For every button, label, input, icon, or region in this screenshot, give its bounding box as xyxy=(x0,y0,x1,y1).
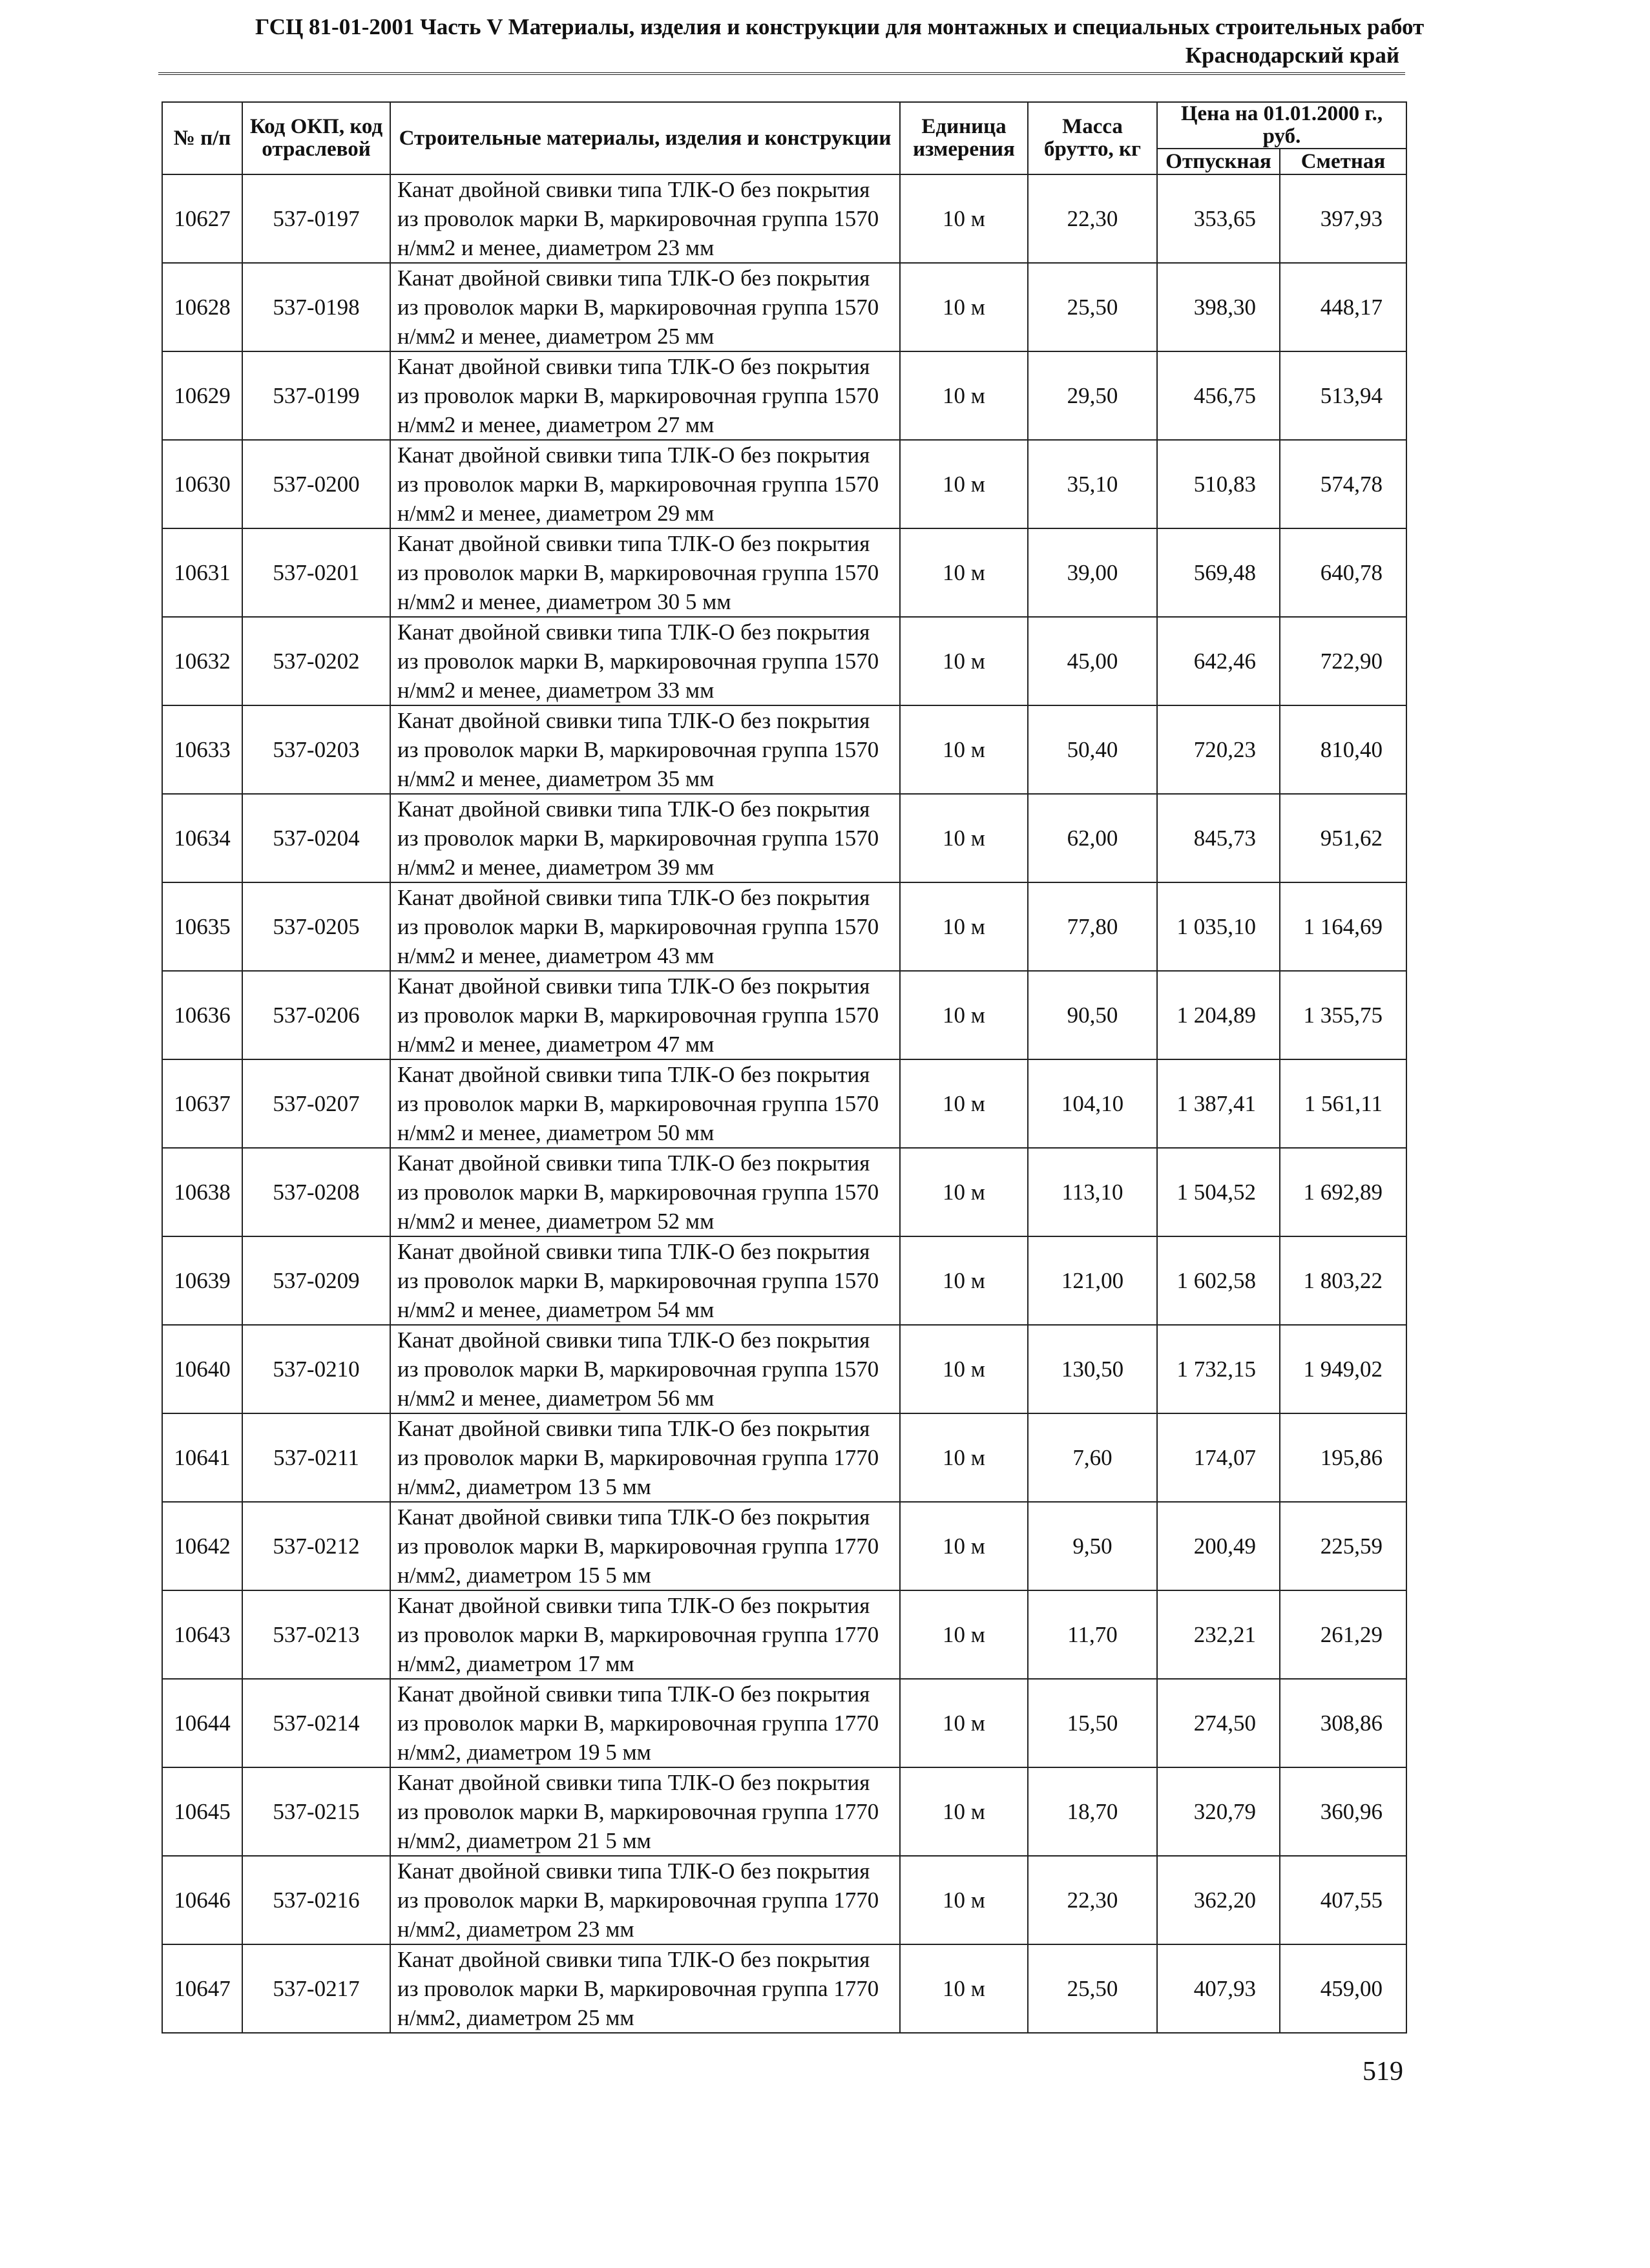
estimate-price: 448,17 xyxy=(1280,263,1406,351)
unit-of-measure: 10 м xyxy=(900,440,1028,528)
unit-of-measure: 10 м xyxy=(900,882,1028,971)
row-number: 10632 xyxy=(162,617,242,705)
row-number: 10641 xyxy=(162,1413,242,1502)
estimate-price: 1 355,75 xyxy=(1280,971,1406,1059)
table-row xyxy=(162,263,1406,351)
row-number: 10643 xyxy=(162,1590,242,1679)
release-price: 845,73 xyxy=(1157,794,1280,882)
table-row xyxy=(162,882,1406,971)
table-row xyxy=(162,174,1406,263)
unit-of-measure: 10 м xyxy=(900,971,1028,1059)
release-price: 1 504,52 xyxy=(1157,1148,1280,1236)
row-number: 10639 xyxy=(162,1236,242,1325)
material-name: Канат двойной свивки типа ТЛК-О без покрытия из проволок марки В, маркировочная группа 1570 н/мм2 и менее, диаметром 30 5 мм xyxy=(390,528,900,617)
unit-of-measure: 10 м xyxy=(900,263,1028,351)
estimate-price: 195,86 xyxy=(1280,1413,1406,1502)
column-header-price-group: Цена на 01.01.2000 г., руб. xyxy=(1157,102,1406,149)
row-number: 10637 xyxy=(162,1059,242,1148)
row-number: 10634 xyxy=(162,794,242,882)
row-number: 10633 xyxy=(162,705,242,794)
column-header-name: Строительные материалы, изделия и конструкции xyxy=(390,102,900,174)
gross-mass: 130,50 xyxy=(1028,1325,1157,1413)
table-row xyxy=(162,1944,1406,2033)
row-number: 10636 xyxy=(162,971,242,1059)
page-number: 519 xyxy=(1363,2057,1403,2086)
row-number: 10638 xyxy=(162,1148,242,1236)
release-price: 642,46 xyxy=(1157,617,1280,705)
okp-code: 537-0204 xyxy=(242,794,390,882)
estimate-price: 1 692,89 xyxy=(1280,1148,1406,1236)
okp-code: 537-0198 xyxy=(242,263,390,351)
material-name: Канат двойной свивки типа ТЛК-О без покрытия из проволок марки В, маркировочная группа 1570 н/мм2 и менее, диаметром 47 мм xyxy=(390,971,900,1059)
row-number: 10630 xyxy=(162,440,242,528)
release-price: 1 602,58 xyxy=(1157,1236,1280,1325)
unit-of-measure: 10 м xyxy=(900,351,1028,440)
okp-code: 537-0215 xyxy=(242,1767,390,1856)
material-name: Канат двойной свивки типа ТЛК-О без покрытия из проволок марки В, маркировочная группа 1570 н/мм2 и менее, диаметром 50 мм xyxy=(390,1059,900,1148)
estimate-price: 261,29 xyxy=(1280,1590,1406,1679)
estimate-price: 1 561,11 xyxy=(1280,1059,1406,1148)
table-row xyxy=(162,528,1406,617)
release-price: 353,65 xyxy=(1157,174,1280,263)
unit-of-measure: 10 м xyxy=(900,1767,1028,1856)
estimate-price: 574,78 xyxy=(1280,440,1406,528)
okp-code: 537-0213 xyxy=(242,1590,390,1679)
material-name: Канат двойной свивки типа ТЛК-О без покрытия из проволок марки В, маркировочная группа 1570 н/мм2 и менее, диаметром 25 мм xyxy=(390,263,900,351)
okp-code: 537-0214 xyxy=(242,1679,390,1767)
row-number: 10647 xyxy=(162,1944,242,2033)
release-price: 174,07 xyxy=(1157,1413,1280,1502)
okp-code: 537-0199 xyxy=(242,351,390,440)
column-header-unit: Единица измерения xyxy=(900,102,1028,174)
material-name: Канат двойной свивки типа ТЛК-О без покрытия из проволок марки В, маркировочная группа 1770 н/мм2, диаметром 15 5 мм xyxy=(390,1502,900,1590)
okp-code: 537-0202 xyxy=(242,617,390,705)
release-price: 1 204,89 xyxy=(1157,971,1280,1059)
gross-mass: 7,60 xyxy=(1028,1413,1157,1502)
gross-mass: 25,50 xyxy=(1028,263,1157,351)
row-number: 10644 xyxy=(162,1679,242,1767)
gross-mass: 104,10 xyxy=(1028,1059,1157,1148)
document-header-title: ГСЦ 81-01-2001 Часть V Материалы, изделия и конструкции для монтажных и специальных строительных работ xyxy=(255,14,1425,39)
estimate-price: 640,78 xyxy=(1280,528,1406,617)
release-price: 510,83 xyxy=(1157,440,1280,528)
okp-code: 537-0205 xyxy=(242,882,390,971)
okp-code: 537-0201 xyxy=(242,528,390,617)
okp-code: 537-0211 xyxy=(242,1413,390,1502)
gross-mass: 15,50 xyxy=(1028,1679,1157,1767)
gross-mass: 29,50 xyxy=(1028,351,1157,440)
gross-mass: 113,10 xyxy=(1028,1148,1157,1236)
gross-mass: 39,00 xyxy=(1028,528,1157,617)
table-row xyxy=(162,1856,1406,1944)
estimate-price: 1 803,22 xyxy=(1280,1236,1406,1325)
gross-mass: 90,50 xyxy=(1028,971,1157,1059)
estimate-price: 722,90 xyxy=(1280,617,1406,705)
material-name: Канат двойной свивки типа ТЛК-О без покрытия из проволок марки В, маркировочная группа 1570 н/мм2 и менее, диаметром 52 мм xyxy=(390,1148,900,1236)
estimate-price: 308,86 xyxy=(1280,1679,1406,1767)
estimate-price: 360,96 xyxy=(1280,1767,1406,1856)
estimate-price: 459,00 xyxy=(1280,1944,1406,2033)
estimate-price: 810,40 xyxy=(1280,705,1406,794)
material-name: Канат двойной свивки типа ТЛК-О без покрытия из проволок марки В, маркировочная группа 1570 н/мм2 и менее, диаметром 56 мм xyxy=(390,1325,900,1413)
material-name: Канат двойной свивки типа ТЛК-О без покрытия из проволок марки В, маркировочная группа 1570 н/мм2 и менее, диаметром 23 мм xyxy=(390,174,900,263)
release-price: 200,49 xyxy=(1157,1502,1280,1590)
okp-code: 537-0210 xyxy=(242,1325,390,1413)
table-body xyxy=(162,174,1406,2033)
gross-mass: 77,80 xyxy=(1028,882,1157,971)
release-price: 1 035,10 xyxy=(1157,882,1280,971)
row-number: 10628 xyxy=(162,263,242,351)
unit-of-measure: 10 м xyxy=(900,528,1028,617)
gross-mass: 9,50 xyxy=(1028,1502,1157,1590)
okp-code: 537-0217 xyxy=(242,1944,390,2033)
row-number: 10646 xyxy=(162,1856,242,1944)
table-row xyxy=(162,1236,1406,1325)
gross-mass: 50,40 xyxy=(1028,705,1157,794)
table-header xyxy=(162,102,1406,174)
okp-code: 537-0200 xyxy=(242,440,390,528)
material-name: Канат двойной свивки типа ТЛК-О без покрытия из проволок марки В, маркировочная группа 1570 н/мм2 и менее, диаметром 39 мм xyxy=(390,794,900,882)
gross-mass: 35,10 xyxy=(1028,440,1157,528)
gross-mass: 62,00 xyxy=(1028,794,1157,882)
row-number: 10629 xyxy=(162,351,242,440)
gross-mass: 22,30 xyxy=(1028,174,1157,263)
unit-of-measure: 10 м xyxy=(900,174,1028,263)
material-name: Канат двойной свивки типа ТЛК-О без покрытия из проволок марки В, маркировочная группа 1770 н/мм2, диаметром 21 5 мм xyxy=(390,1767,900,1856)
gross-mass: 121,00 xyxy=(1028,1236,1157,1325)
material-name: Канат двойной свивки типа ТЛК-О без покрытия из проволок марки В, маркировочная группа 1770 н/мм2, диаметром 23 мм xyxy=(390,1856,900,1944)
release-price: 398,30 xyxy=(1157,263,1280,351)
column-header-price-release: Отпускная xyxy=(1157,149,1280,174)
unit-of-measure: 10 м xyxy=(900,1944,1028,2033)
estimate-price: 513,94 xyxy=(1280,351,1406,440)
unit-of-measure: 10 м xyxy=(900,1059,1028,1148)
material-name: Канат двойной свивки типа ТЛК-О без покрытия из проволок марки В, маркировочная группа 1570 н/мм2 и менее, диаметром 35 мм xyxy=(390,705,900,794)
unit-of-measure: 10 м xyxy=(900,1413,1028,1502)
table-row xyxy=(162,617,1406,705)
estimate-price: 397,93 xyxy=(1280,174,1406,263)
release-price: 274,50 xyxy=(1157,1679,1280,1767)
table-row xyxy=(162,1590,1406,1679)
unit-of-measure: 10 м xyxy=(900,1502,1028,1590)
release-price: 1 732,15 xyxy=(1157,1325,1280,1413)
material-name: Канат двойной свивки типа ТЛК-О без покрытия из проволок марки В, маркировочная группа 1570 н/мм2 и менее, диаметром 43 мм xyxy=(390,882,900,971)
gross-mass: 45,00 xyxy=(1028,617,1157,705)
material-name: Канат двойной свивки типа ТЛК-О без покрытия из проволок марки В, маркировочная группа 1770 н/мм2, диаметром 25 мм xyxy=(390,1944,900,2033)
unit-of-measure: 10 м xyxy=(900,1679,1028,1767)
unit-of-measure: 10 м xyxy=(900,617,1028,705)
row-number: 10631 xyxy=(162,528,242,617)
table-row xyxy=(162,1767,1406,1856)
column-header-mass: Масса брутто, кг xyxy=(1028,102,1157,174)
row-number: 10645 xyxy=(162,1767,242,1856)
okp-code: 537-0208 xyxy=(242,1148,390,1236)
material-name: Канат двойной свивки типа ТЛК-О без покрытия из проволок марки В, маркировочная группа 1570 н/мм2 и менее, диаметром 27 мм xyxy=(390,351,900,440)
table-row xyxy=(162,1059,1406,1148)
document-header-region: Краснодарский край xyxy=(1185,43,1399,68)
row-number: 10642 xyxy=(162,1502,242,1590)
okp-code: 537-0207 xyxy=(242,1059,390,1148)
row-number: 10640 xyxy=(162,1325,242,1413)
okp-code: 537-0197 xyxy=(242,174,390,263)
estimate-price: 407,55 xyxy=(1280,1856,1406,1944)
table-row xyxy=(162,1502,1406,1590)
release-price: 720,23 xyxy=(1157,705,1280,794)
unit-of-measure: 10 м xyxy=(900,705,1028,794)
unit-of-measure: 10 м xyxy=(900,1856,1028,1944)
row-number: 10635 xyxy=(162,882,242,971)
table-row xyxy=(162,971,1406,1059)
material-name: Канат двойной свивки типа ТЛК-О без покрытия из проволок марки В, маркировочная группа 1570 н/мм2 и менее, диаметром 33 мм xyxy=(390,617,900,705)
release-price: 232,21 xyxy=(1157,1590,1280,1679)
release-price: 1 387,41 xyxy=(1157,1059,1280,1148)
unit-of-measure: 10 м xyxy=(900,794,1028,882)
estimate-price: 225,59 xyxy=(1280,1502,1406,1590)
unit-of-measure: 10 м xyxy=(900,1325,1028,1413)
estimate-price: 951,62 xyxy=(1280,794,1406,882)
table-row xyxy=(162,440,1406,528)
release-price: 320,79 xyxy=(1157,1767,1280,1856)
table-row xyxy=(162,1413,1406,1502)
okp-code: 537-0203 xyxy=(242,705,390,794)
table-row xyxy=(162,351,1406,440)
table-row xyxy=(162,794,1406,882)
unit-of-measure: 10 м xyxy=(900,1148,1028,1236)
table-row xyxy=(162,705,1406,794)
material-name: Канат двойной свивки типа ТЛК-О без покрытия из проволок марки В, маркировочная группа 1770 н/мм2, диаметром 13 5 мм xyxy=(390,1413,900,1502)
material-name: Канат двойной свивки типа ТЛК-О без покрытия из проволок марки В, маркировочная группа 1570 н/мм2 и менее, диаметром 54 мм xyxy=(390,1236,900,1325)
table-row xyxy=(162,1325,1406,1413)
okp-code: 537-0206 xyxy=(242,971,390,1059)
okp-code: 537-0209 xyxy=(242,1236,390,1325)
material-name: Канат двойной свивки типа ТЛК-О без покрытия из проволок марки В, маркировочная группа 1770 н/мм2, диаметром 17 мм xyxy=(390,1590,900,1679)
gross-mass: 25,50 xyxy=(1028,1944,1157,2033)
price-table xyxy=(162,101,1407,2034)
unit-of-measure: 10 м xyxy=(900,1236,1028,1325)
table-row xyxy=(162,1148,1406,1236)
release-price: 456,75 xyxy=(1157,351,1280,440)
gross-mass: 22,30 xyxy=(1028,1856,1157,1944)
okp-code: 537-0216 xyxy=(242,1856,390,1944)
material-name: Канат двойной свивки типа ТЛК-О без покрытия из проволок марки В, маркировочная группа 1570 н/мм2 и менее, диаметром 29 мм xyxy=(390,440,900,528)
release-price: 407,93 xyxy=(1157,1944,1280,2033)
estimate-price: 1 949,02 xyxy=(1280,1325,1406,1413)
header-divider xyxy=(158,72,1405,75)
table-row xyxy=(162,1679,1406,1767)
material-name: Канат двойной свивки типа ТЛК-О без покрытия из проволок марки В, маркировочная группа 1770 н/мм2, диаметром 19 5 мм xyxy=(390,1679,900,1767)
column-header-price-estimate: Сметная xyxy=(1280,149,1406,174)
gross-mass: 18,70 xyxy=(1028,1767,1157,1856)
gross-mass: 11,70 xyxy=(1028,1590,1157,1679)
release-price: 362,20 xyxy=(1157,1856,1280,1944)
column-header-num: № п/п xyxy=(162,102,242,174)
release-price: 569,48 xyxy=(1157,528,1280,617)
okp-code: 537-0212 xyxy=(242,1502,390,1590)
estimate-price: 1 164,69 xyxy=(1280,882,1406,971)
row-number: 10627 xyxy=(162,174,242,263)
column-header-code: Код ОКП, код отраслевой xyxy=(242,102,390,174)
unit-of-measure: 10 м xyxy=(900,1590,1028,1679)
